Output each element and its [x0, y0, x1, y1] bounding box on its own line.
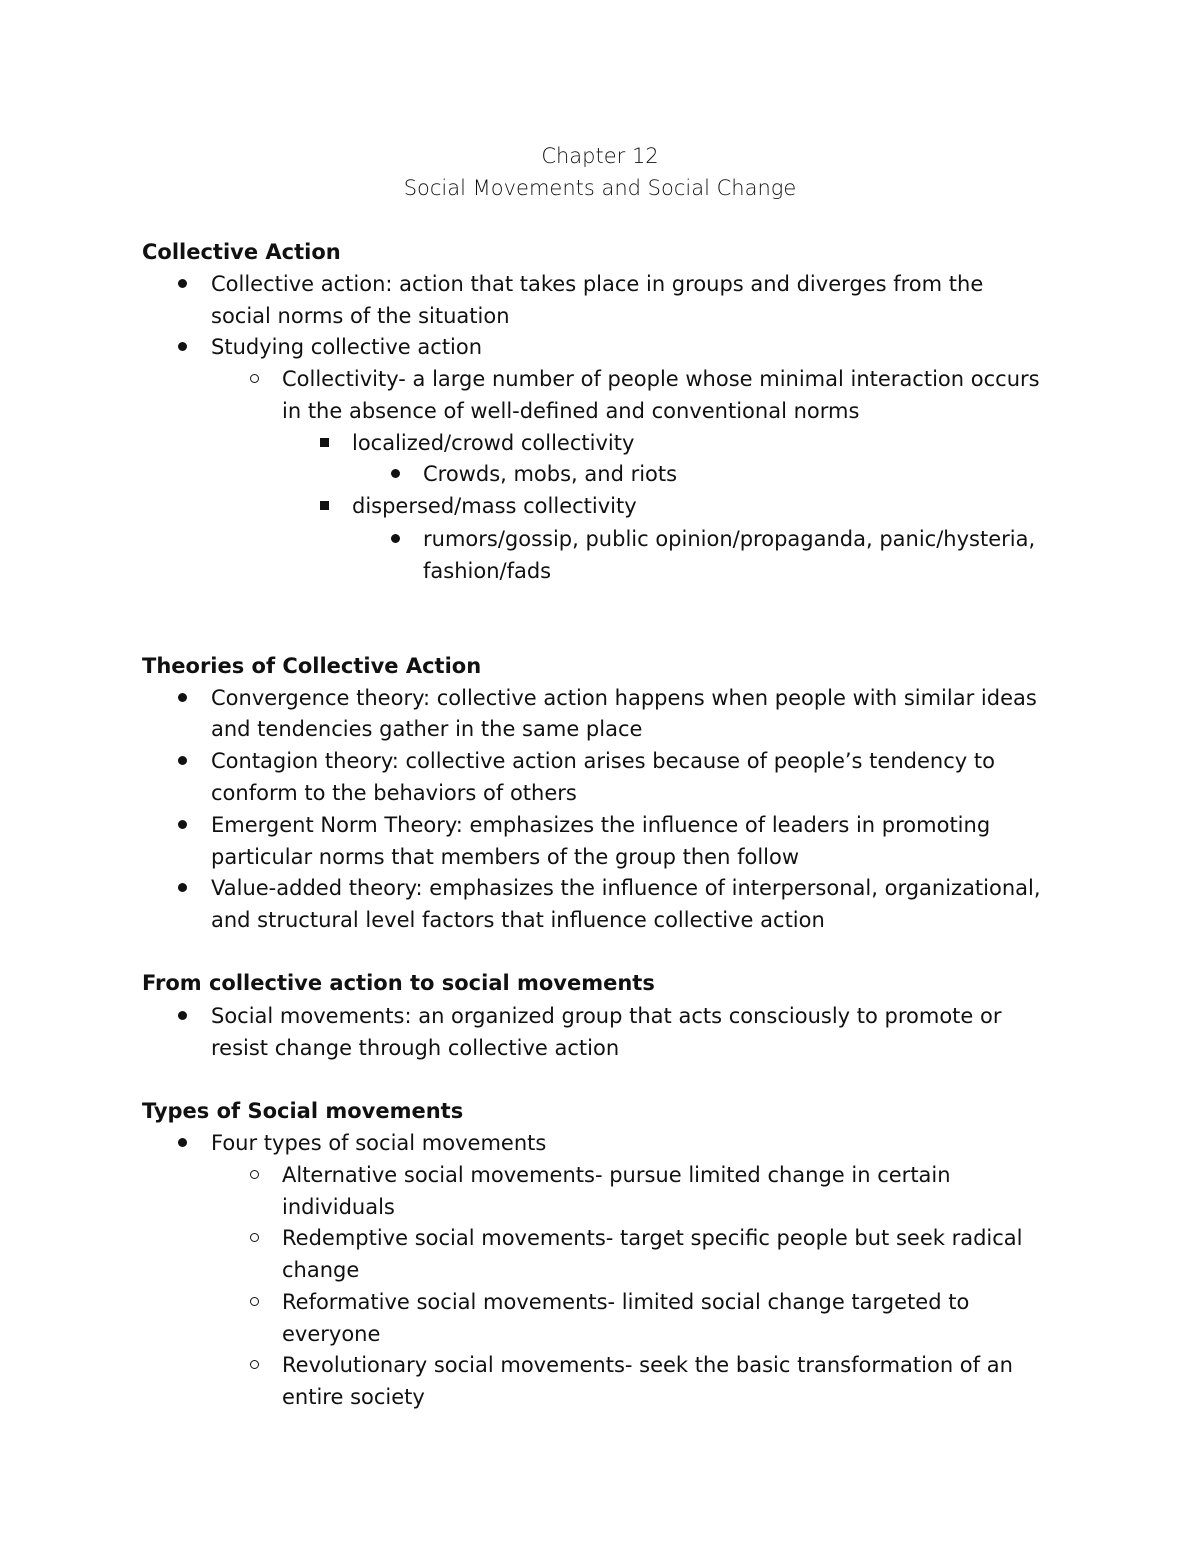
list-item-text: Reformative social movements- limited social change targeted to: [282, 1290, 970, 1314]
list-item-text: Redemptive social movements- target specific people but seek radical: [282, 1226, 1023, 1250]
disc-bullet-icon: [385, 458, 407, 490]
list-item-text: and tendencies gather in the same place: [211, 717, 643, 741]
chapter-title: Social Movements and Social Change: [403, 176, 797, 200]
square-bullet-icon: [314, 427, 336, 459]
list-item-text: and structural level factors that influence collective action: [211, 908, 825, 932]
disc-bullet-icon: [172, 331, 194, 363]
disc-bullet-icon: [172, 268, 194, 300]
list-item-text: conform to the behaviors of others: [211, 781, 577, 805]
section-heading-theories: Theories of Collective Action: [142, 654, 482, 678]
list-item-text: Emergent Norm Theory: emphasizes the influence of leaders in promoting: [211, 813, 991, 837]
list-item-text: Crowds, mobs, and riots: [423, 462, 678, 486]
list-item-text: Contagion theory: collective action arises because of people’s tendency to: [211, 749, 995, 773]
list-item-text: particular norms that members of the group then follow: [211, 845, 800, 869]
disc-bullet-icon: [172, 682, 194, 714]
disc-bullet-icon: [172, 872, 194, 904]
list-item-text: localized/crowd collectivity: [352, 431, 635, 455]
list-item-text: Four types of social movements: [211, 1131, 547, 1155]
list-item-text: Revolutionary social movements- seek the basic transformation of an: [282, 1353, 1013, 1377]
circle-bullet-icon: [245, 1159, 267, 1191]
circle-bullet-icon: [245, 1286, 267, 1318]
list-item-text: Value-added theory: emphasizes the influence of interpersonal, organizational,: [211, 876, 1041, 900]
disc-bullet-icon: [172, 809, 194, 841]
list-item-text: social norms of the situation: [211, 304, 510, 328]
disc-bullet-icon: [172, 1000, 194, 1032]
list-item-text: change: [282, 1258, 360, 1282]
section-heading-types: Types of Social movements: [142, 1099, 464, 1123]
list-item-text: resist change through collective action: [211, 1036, 620, 1060]
disc-bullet-icon: [172, 1127, 194, 1159]
list-item-text: Collective action: action that takes place in groups and diverges from the: [211, 272, 984, 296]
list-item-text: entire society: [282, 1385, 425, 1409]
circle-bullet-icon: [245, 1349, 267, 1381]
list-item-text: Studying collective action: [211, 335, 483, 359]
list-item-text: fashion/fads: [423, 559, 552, 583]
chapter-number: Chapter 12: [541, 144, 659, 168]
list-item-text: Alternative social movements- pursue limited change in certain: [282, 1163, 951, 1187]
circle-bullet-icon: [245, 1222, 267, 1254]
list-item-text: Social movements: an organized group that acts consciously to promote or: [211, 1004, 1002, 1028]
list-item-text: rumors/gossip, public opinion/propaganda, panic/hysteria,: [423, 527, 1036, 551]
list-item-text: in the absence of well-defined and conventional norms: [282, 399, 860, 423]
list-item-text: Convergence theory: collective action happens when people with similar ideas: [211, 686, 1037, 710]
list-item-text: everyone: [282, 1322, 381, 1346]
disc-bullet-icon: [385, 523, 407, 555]
disc-bullet-icon: [172, 745, 194, 777]
section-heading-collective-action: Collective Action: [142, 240, 341, 264]
square-bullet-icon: [314, 490, 336, 522]
list-item-text: individuals: [282, 1195, 395, 1219]
list-item-text: dispersed/mass collectivity: [352, 494, 637, 518]
list-item-text: Collectivity- a large number of people whose minimal interaction occurs: [282, 367, 1040, 391]
section-heading-to-social-movements: From collective action to social movements: [142, 971, 655, 995]
circle-bullet-icon: [245, 363, 267, 395]
